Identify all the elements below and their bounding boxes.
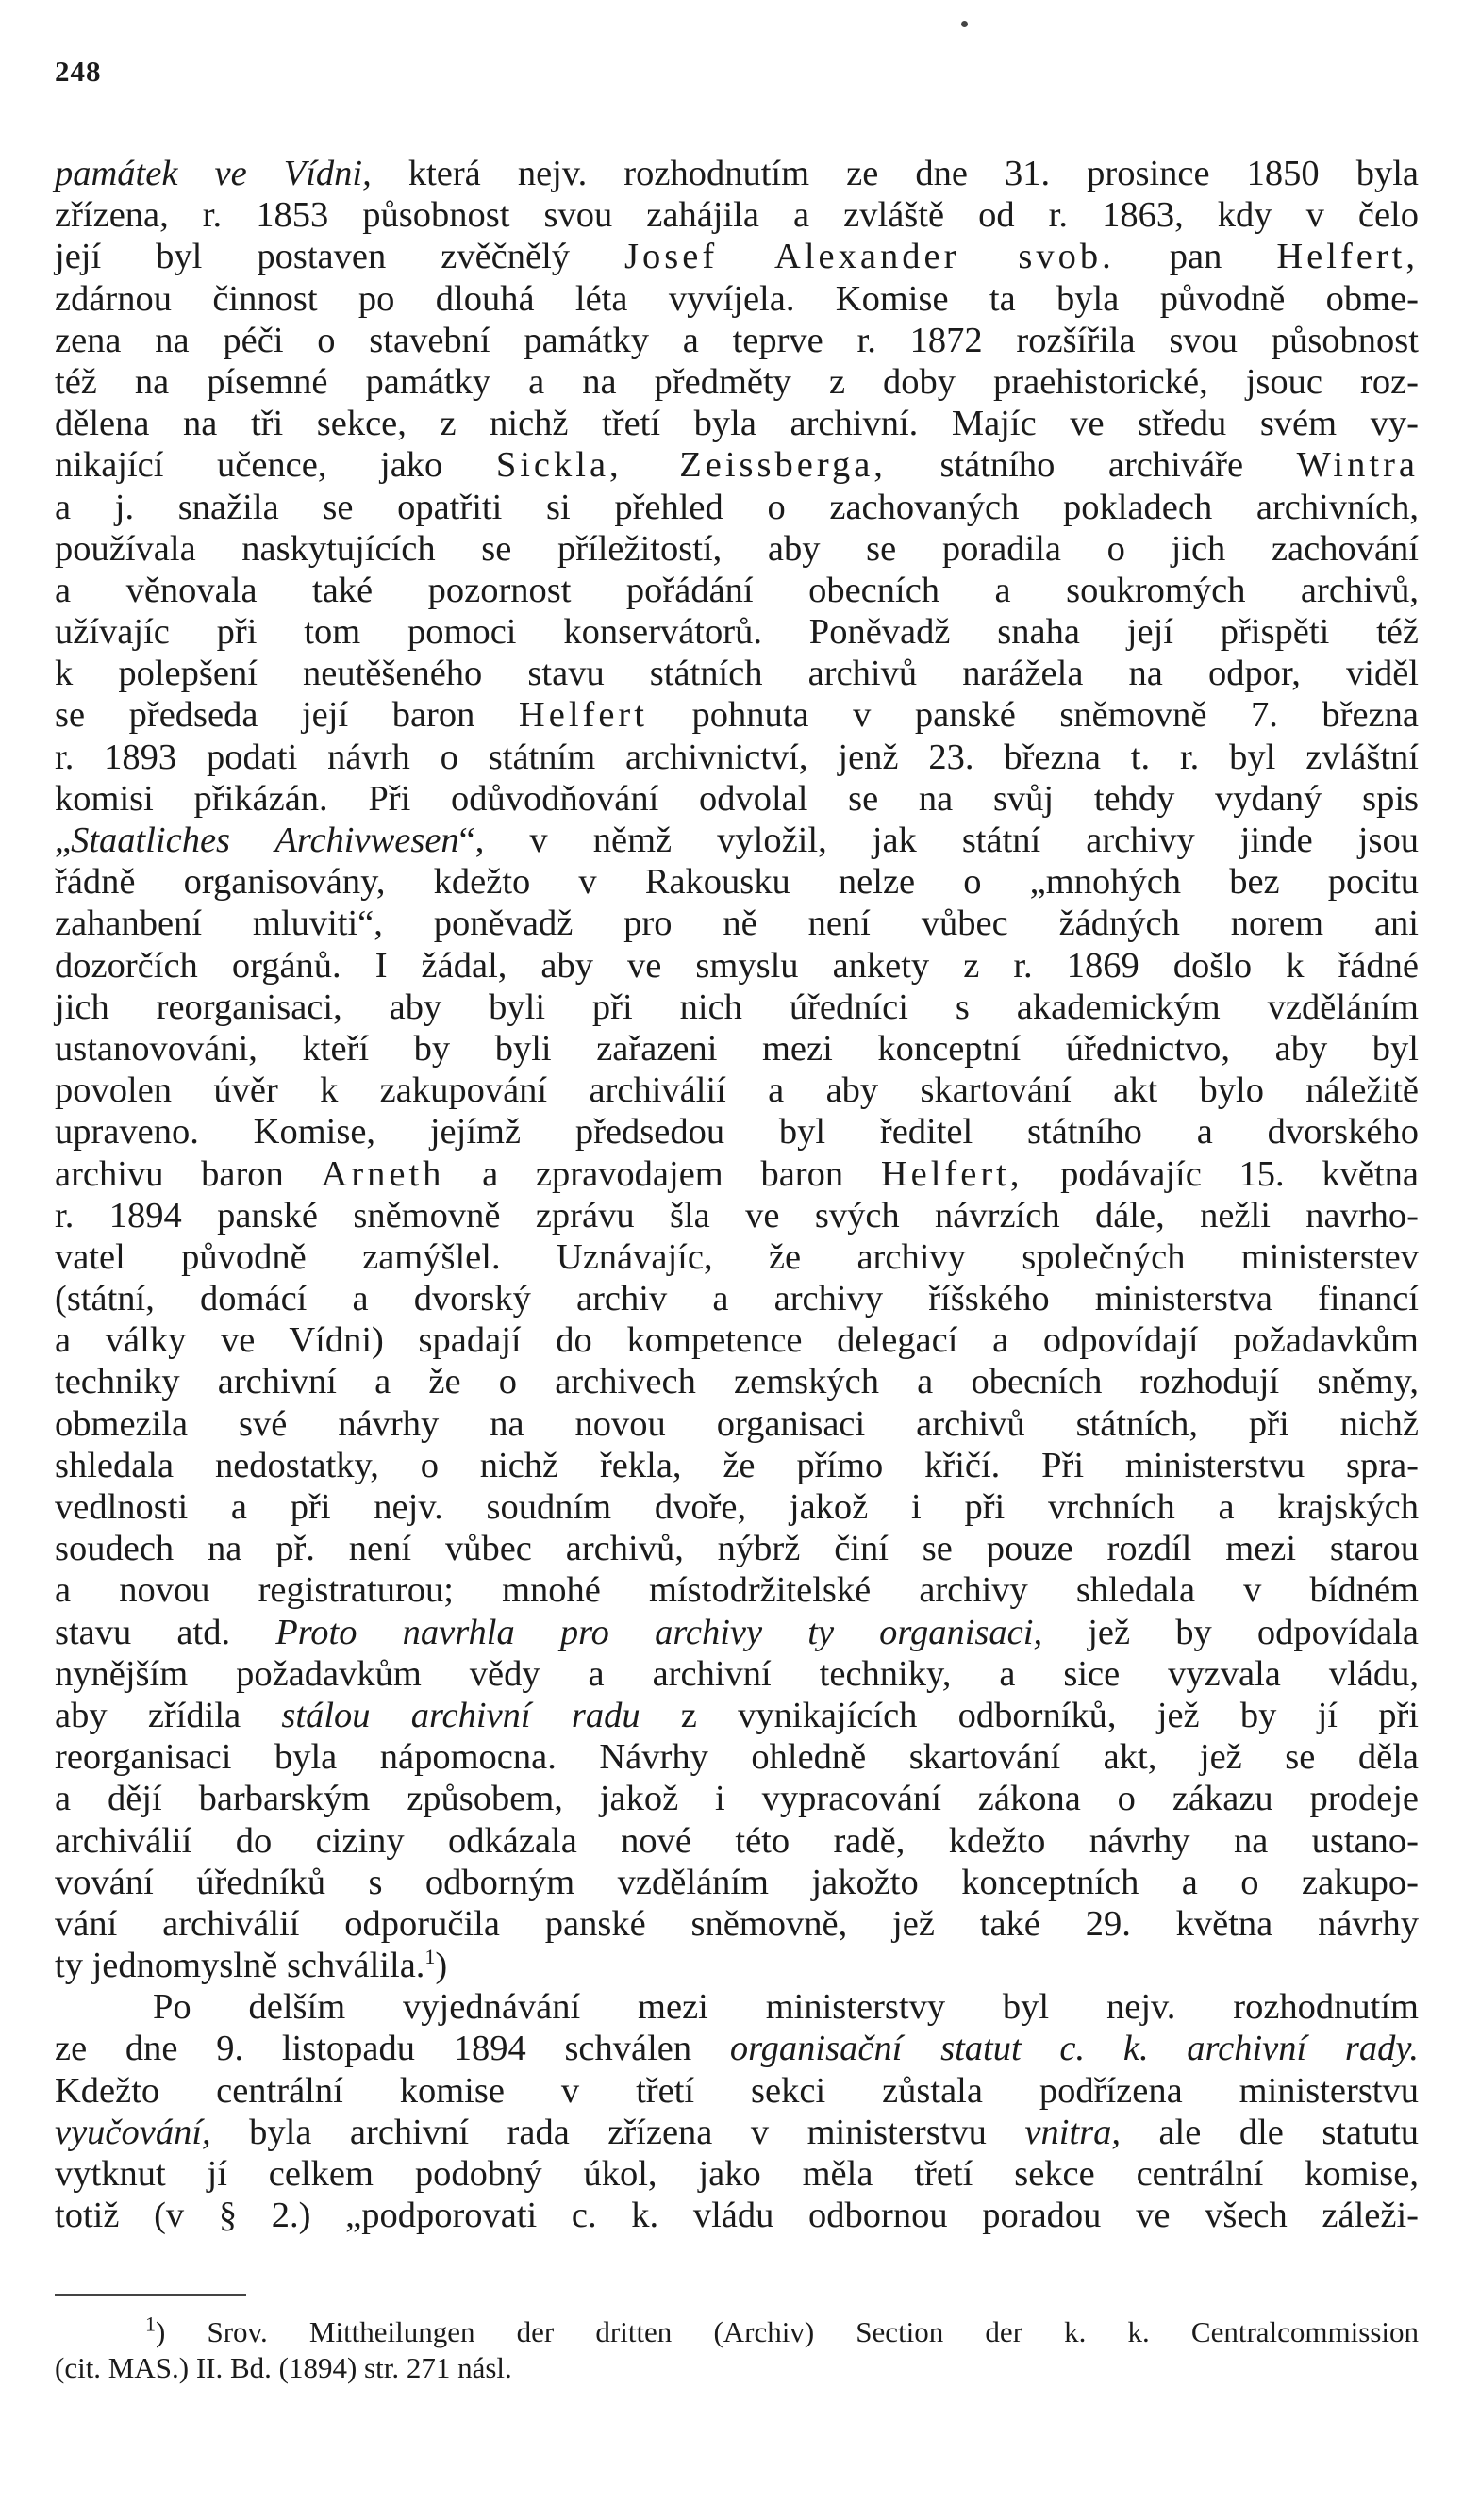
text-line: upraveno. Komise, jejímž předsedou byl ředitel státního a dvorského — [55, 1112, 1419, 1152]
text-line: reorganisaci byla nápomocna. Návrhy ohledně skartování akt, jež se děla — [55, 1737, 1419, 1778]
text-line: totiž (v § 2.) „podporovati c. k. vládu odbornou poradou ve všech záleži- — [55, 2196, 1419, 2236]
text-line: ty jednomyslně schválila.$^1$) — [55, 1945, 448, 1986]
text-line: povolen úvěr k zakupování archiválií a aby skartování akt bylo náležitě — [55, 1070, 1419, 1111]
footnote-marker: 1 — [145, 2312, 156, 2336]
text-line: užívajíc při tom pomoci konservátorů. Poněvadž snaha její přispěti též — [55, 612, 1419, 653]
text-line: a války ve Vídni) spadají do kompetence delegací a odpovídají požadavkům — [55, 1320, 1419, 1361]
text-line: Kdežto centrální komise v třetí sekci zůstala podřízena ministerstvu — [55, 2070, 1419, 2111]
text-line: archivu baron Arneth a zpravodajem baron Helfert, podávajíc 15. května — [55, 1153, 1419, 1194]
text-line: a dějí barbarským způsobem, jakož i vypracování zákona o zákazu prodeje — [55, 1779, 1419, 1819]
footnote-reference: 1 — [424, 1945, 436, 1969]
text-line: její byl postaven zvěčnělý Josef Alexander svob. pan Helfert, — [55, 237, 1419, 277]
text-line: a věnovala také pozornost pořádání obecních a soukromých archivů, — [55, 570, 1419, 610]
text-line: vedlnosti a při nejv. soudním dvoře, jakož i při vrchních a krajských — [55, 1487, 1419, 1527]
text-line: zdárnou činnost po dlouhá léta vyvíjela. Komise ta byla původně obme- — [55, 278, 1419, 319]
text-line: techniky archivní a že o archivech zemských a obecních rozhodují sněmy, — [55, 1362, 1419, 1402]
text-line: aby zřídila stálou archivní radu z vynikajících odborníků, jež by jí při — [55, 1695, 1419, 1735]
text-line: se předseda její baron Helfert pohnuta v panské sněmovně 7. března — [55, 695, 1419, 736]
text-line: soudech na př. není vůbec archivů, nýbrž činí se pouze rozdíl mezi starou — [55, 1529, 1419, 1569]
footnote-line: $^1$) Srov. Mittheilungen der dritten (Archiv) Section der k. k. Centralcommission — [145, 2312, 1419, 2348]
text-line: obmezila své návrhy na novou organisaci archivů státních, při nichž — [55, 1403, 1419, 1444]
footnote — [55, 2314, 1419, 2386]
text-line: r. 1894 panské sněmovně zprávu šla ve svých návrzích dále, nežli navrho- — [55, 1195, 1419, 1235]
text-line: jich reorganisaci, aby byli při nich úředníci s akademickým vzděláním — [55, 986, 1419, 1027]
text-line: též na písemné památky a na předměty z doby praehistorické, jsouc roz- — [55, 361, 1419, 402]
page-number: 248 — [55, 55, 102, 88]
text-line: r. 1893 podati návrh o státním archivnictví, jenž 23. března t. r. byl zvláštní — [55, 737, 1419, 777]
text-line: Po delším vyjednávání mezi ministerstvy byl nejv. rozhodnutím — [153, 1987, 1419, 2028]
text-line: zahanbení mluviti“, poněvadž pro ně není vůbec žádných norem ani — [55, 904, 1419, 944]
text-line: komisi přikázán. Při odůvodňování odvolal se na svůj tehdy vydaný spis — [55, 778, 1419, 819]
text-line: nynějším požadavkům vědy a archivní techniky, a sice vyzvala vládu, — [55, 1653, 1419, 1694]
printed-dot-mark — [961, 21, 968, 27]
text-line: ze dne 9. listopadu 1894 schválen organisační statut c. k. archivní rady. — [55, 2029, 1419, 2069]
text-line: vyučování, byla archivní rada zřízena v ministerstvu vnitra, ale dle statutu — [55, 2112, 1419, 2152]
body-text — [55, 153, 1419, 2236]
text-line: a novou registraturou; mnohé místodržitelské archivy shledala v bídném — [55, 1570, 1419, 1611]
text-line: zřízena, r. 1853 působnost svou zahájila a zvláště od r. 1863, kdy v čelo — [55, 195, 1419, 236]
text-line: vání archiválií odporučila panské sněmovně, jež také 29. května návrhy — [55, 1903, 1419, 1944]
text-line: zena na péči o stavební památky a teprve r. 1872 rozšířila svou působnost — [55, 320, 1419, 360]
text-line: ustanovováni, kteří by byli zařazeni mezi konceptní úřednictvo, aby byl — [55, 1028, 1419, 1069]
text-line: dozorčích orgánů. I žádal, aby ve smyslu ankety z r. 1869 došlo k řádné — [55, 945, 1419, 986]
footnote-line: (cit. MAS.) II. Bd. (1894) str. 271 násl. — [55, 2351, 512, 2384]
text-line: k polepšení neutěšeného stavu státních archivů narážela na odpor, viděl — [55, 654, 1419, 694]
text-line: památek ve Vídni, která nejv. rozhodnutím ze dne 31. prosince 1850 byla — [55, 154, 1420, 193]
text-line: vatel původně zamýšlel. Uznávajíc, že archivy společných ministerstev — [55, 1236, 1419, 1277]
text-line: a j. snažila se opatřiti si přehled o zachovaných pokladech archivních, — [55, 487, 1419, 527]
text-line: stavu atd. Proto navrhla pro archivy ty organisaci, jež by odpovídala — [55, 1612, 1419, 1652]
text-line: vování úředníků s odborným vzděláním jakožto konceptních a o zakupo- — [55, 1862, 1419, 1902]
text-line: řádně organisovány, kdežto v Rakousku nelze o „mnohých bez pocitu — [55, 862, 1419, 903]
text-line: archiválií do ciziny odkázala nové této radě, kdežto návrhy na ustano- — [55, 1820, 1419, 1861]
text-line: používala naskytujících se příležitostí, aby se poradila o jich zachování — [55, 528, 1419, 569]
footnote-divider — [55, 2294, 246, 2296]
text-line: (státní, domácí a dvorský archiv a archivy říšského ministerstva financí — [55, 1279, 1419, 1319]
text-line: shledala nedostatky, o nichž řekla, že přímo křičí. Při ministerstvu spra- — [55, 1445, 1419, 1485]
text-line: nikající učence, jako Sickla, Zeissberga, státního archiváře Wintra — [55, 445, 1419, 486]
text-line: „Staatliches Archivwesen“, v němž vyložil, jak státní archivy jinde jsou — [55, 821, 1419, 860]
text-line: vytknut jí celkem podobný úkol, jako měla třetí sekce centrální komise, — [55, 2154, 1419, 2194]
text-line: dělena na tři sekce, z nichž třetí byla archivní. Majíc ve středu svém vy- — [55, 404, 1419, 444]
